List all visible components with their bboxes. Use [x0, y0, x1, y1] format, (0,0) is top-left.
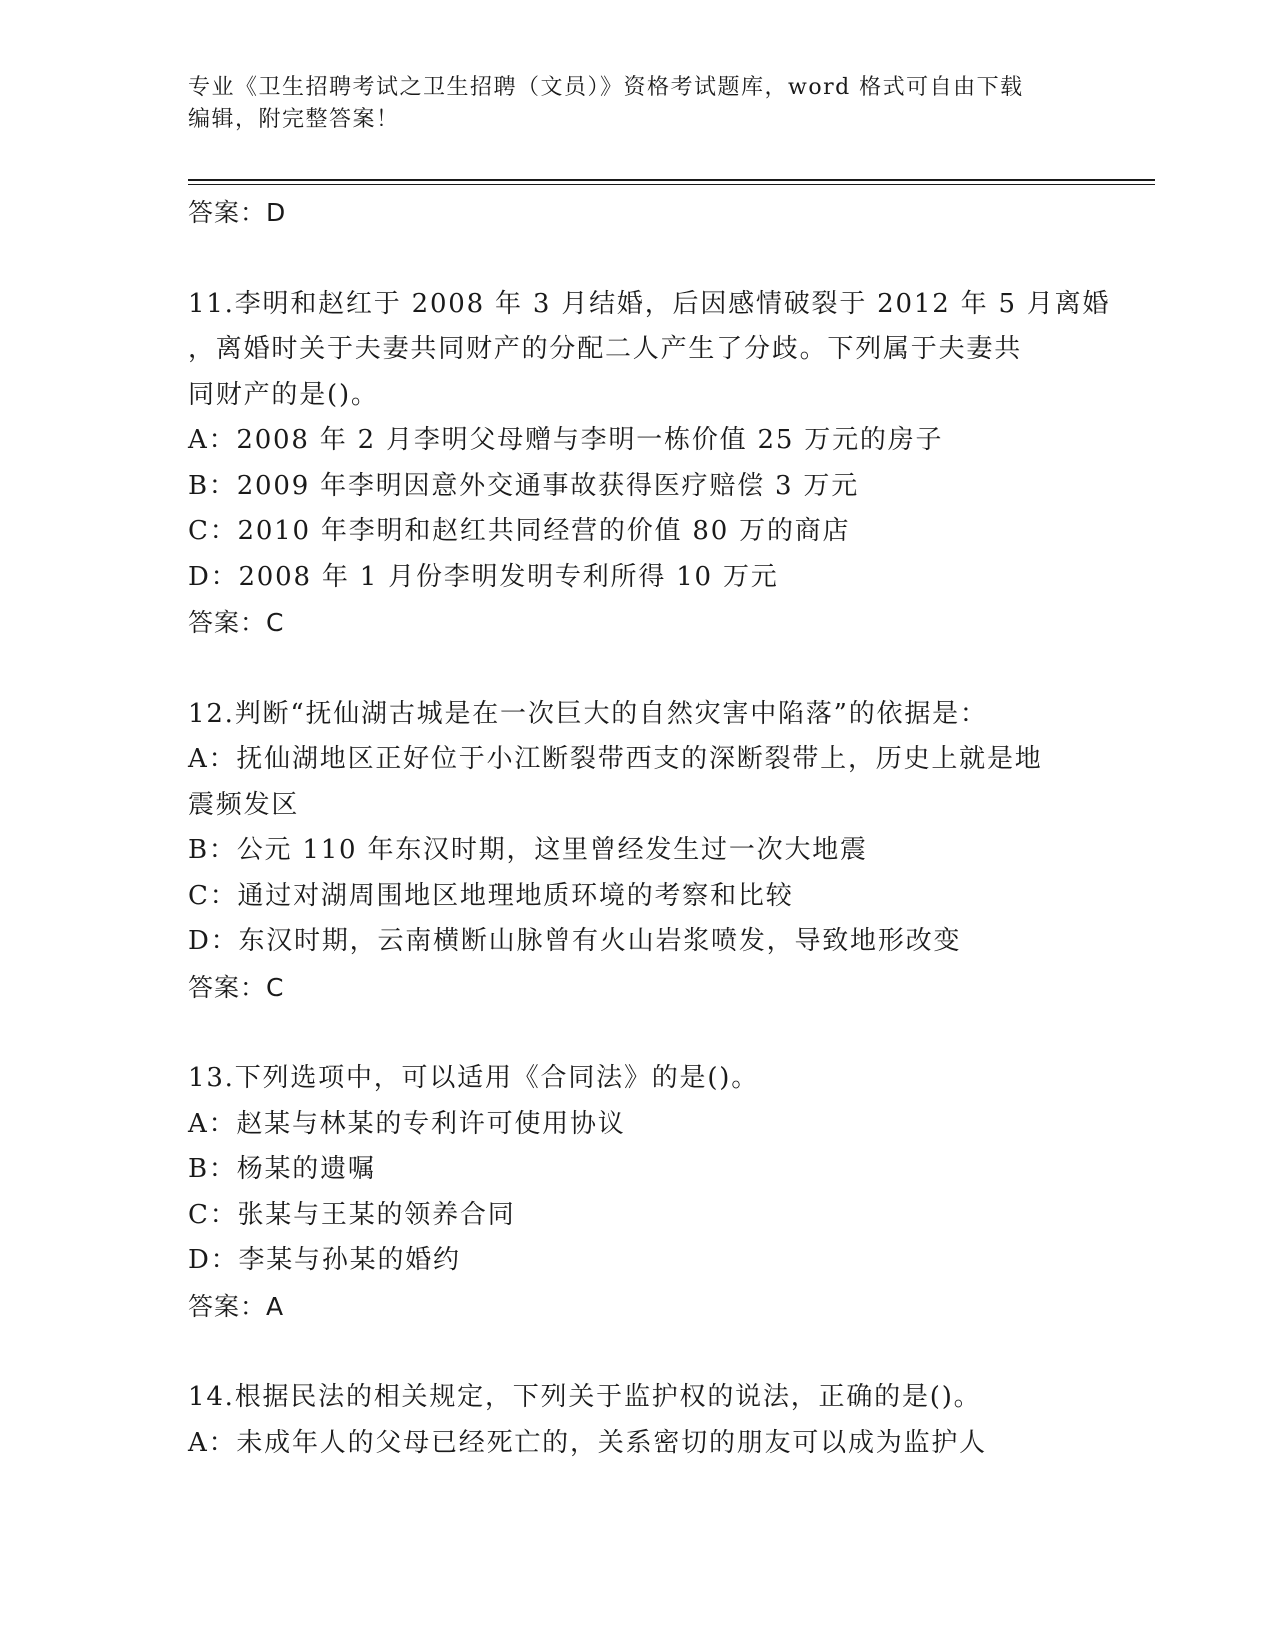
question-stem-line: 12.判断“抚仙湖古城是在一次巨大的自然灾害中陷落”的依据是： — [188, 698, 988, 729]
option-line: C：张某与王某的领养合同 — [188, 1199, 516, 1230]
option-line: B：公元 110 年东汉时期，这里曾经发生过一次大地震 — [188, 835, 868, 865]
option-line: D：东汉时期，云南横断山脉曾有火山岩浆喷发，导致地形改变 — [188, 926, 962, 956]
question-stem-line: 13.下列选项中，可以适用《合同法》的是()。 — [188, 1063, 760, 1093]
spacer — [188, 1329, 1088, 1375]
spacer — [188, 236, 1088, 282]
question-block — [188, 282, 1111, 692]
question-list — [188, 282, 1111, 1467]
option-line: A：未成年人的父母已经死亡的，关系密切的朋友可以成为监护人 — [188, 1427, 987, 1458]
option-line: A：2008 年 2 月李明父母赠与李明一栋价值 25 万元的房子 — [188, 425, 944, 455]
question-block — [188, 1375, 1088, 1466]
question-stem-line: 同财产的是()。 — [188, 379, 379, 410]
option-line: D：2008 年 1 月份李明发明专利所得 10 万元 — [188, 561, 779, 592]
option-line: 震频发区 — [188, 789, 300, 820]
option-line: A：赵某与林某的专利许可使用协议 — [188, 1108, 626, 1139]
question-stem-line: 11.李明和赵红于 2008 年 3 月结婚，后因感情破裂于 2012 年 5 月离婚 — [188, 288, 1111, 319]
question-stem-line: ，离婚时关于夫妻共同财产的分配二人产生了分歧。下列属于夫妻共 — [188, 334, 1023, 364]
prev-answer: 答案：D — [188, 198, 287, 227]
header-rule-thin — [188, 184, 1155, 185]
header-line-1: 专业《卫生招聘考试之卫生招聘（文员）》资格考试题库，word 格式可自由下载 — [188, 75, 1024, 100]
question-stem-line: 14.根据民法的相关规定，下列关于监护权的说法，正确的是()。 — [188, 1382, 982, 1412]
document-body — [188, 190, 1111, 1466]
header-rule-thick — [188, 179, 1155, 181]
page-header — [188, 72, 1088, 136]
question-block — [188, 1056, 1088, 1375]
answer-line: 答案：C — [188, 608, 285, 637]
answer-line: 答案：A — [188, 1291, 285, 1321]
option-line: B：杨某的遗嘱 — [188, 1154, 376, 1184]
option-line: C：通过对湖周围地区地理地质环境的考察和比较 — [188, 880, 794, 911]
spacer — [188, 646, 1088, 692]
option-line: B：2009 年李明因意外交通事故获得医疗赔偿 3 万元 — [188, 470, 860, 501]
answer-line: 答案：C — [188, 972, 285, 1002]
spacer — [188, 1010, 1088, 1056]
header-line-2: 编辑，附完整答案！ — [188, 107, 400, 132]
option-line: A：抚仙湖地区正好位于小江断裂带西支的深断裂带上，历史上就是地 — [188, 744, 1043, 774]
option-line: D：李某与孙某的婚约 — [188, 1245, 461, 1275]
option-line: C：2010 年李明和赵红共同经营的价值 80 万的商店 — [188, 516, 851, 546]
question-block — [188, 692, 1088, 1057]
